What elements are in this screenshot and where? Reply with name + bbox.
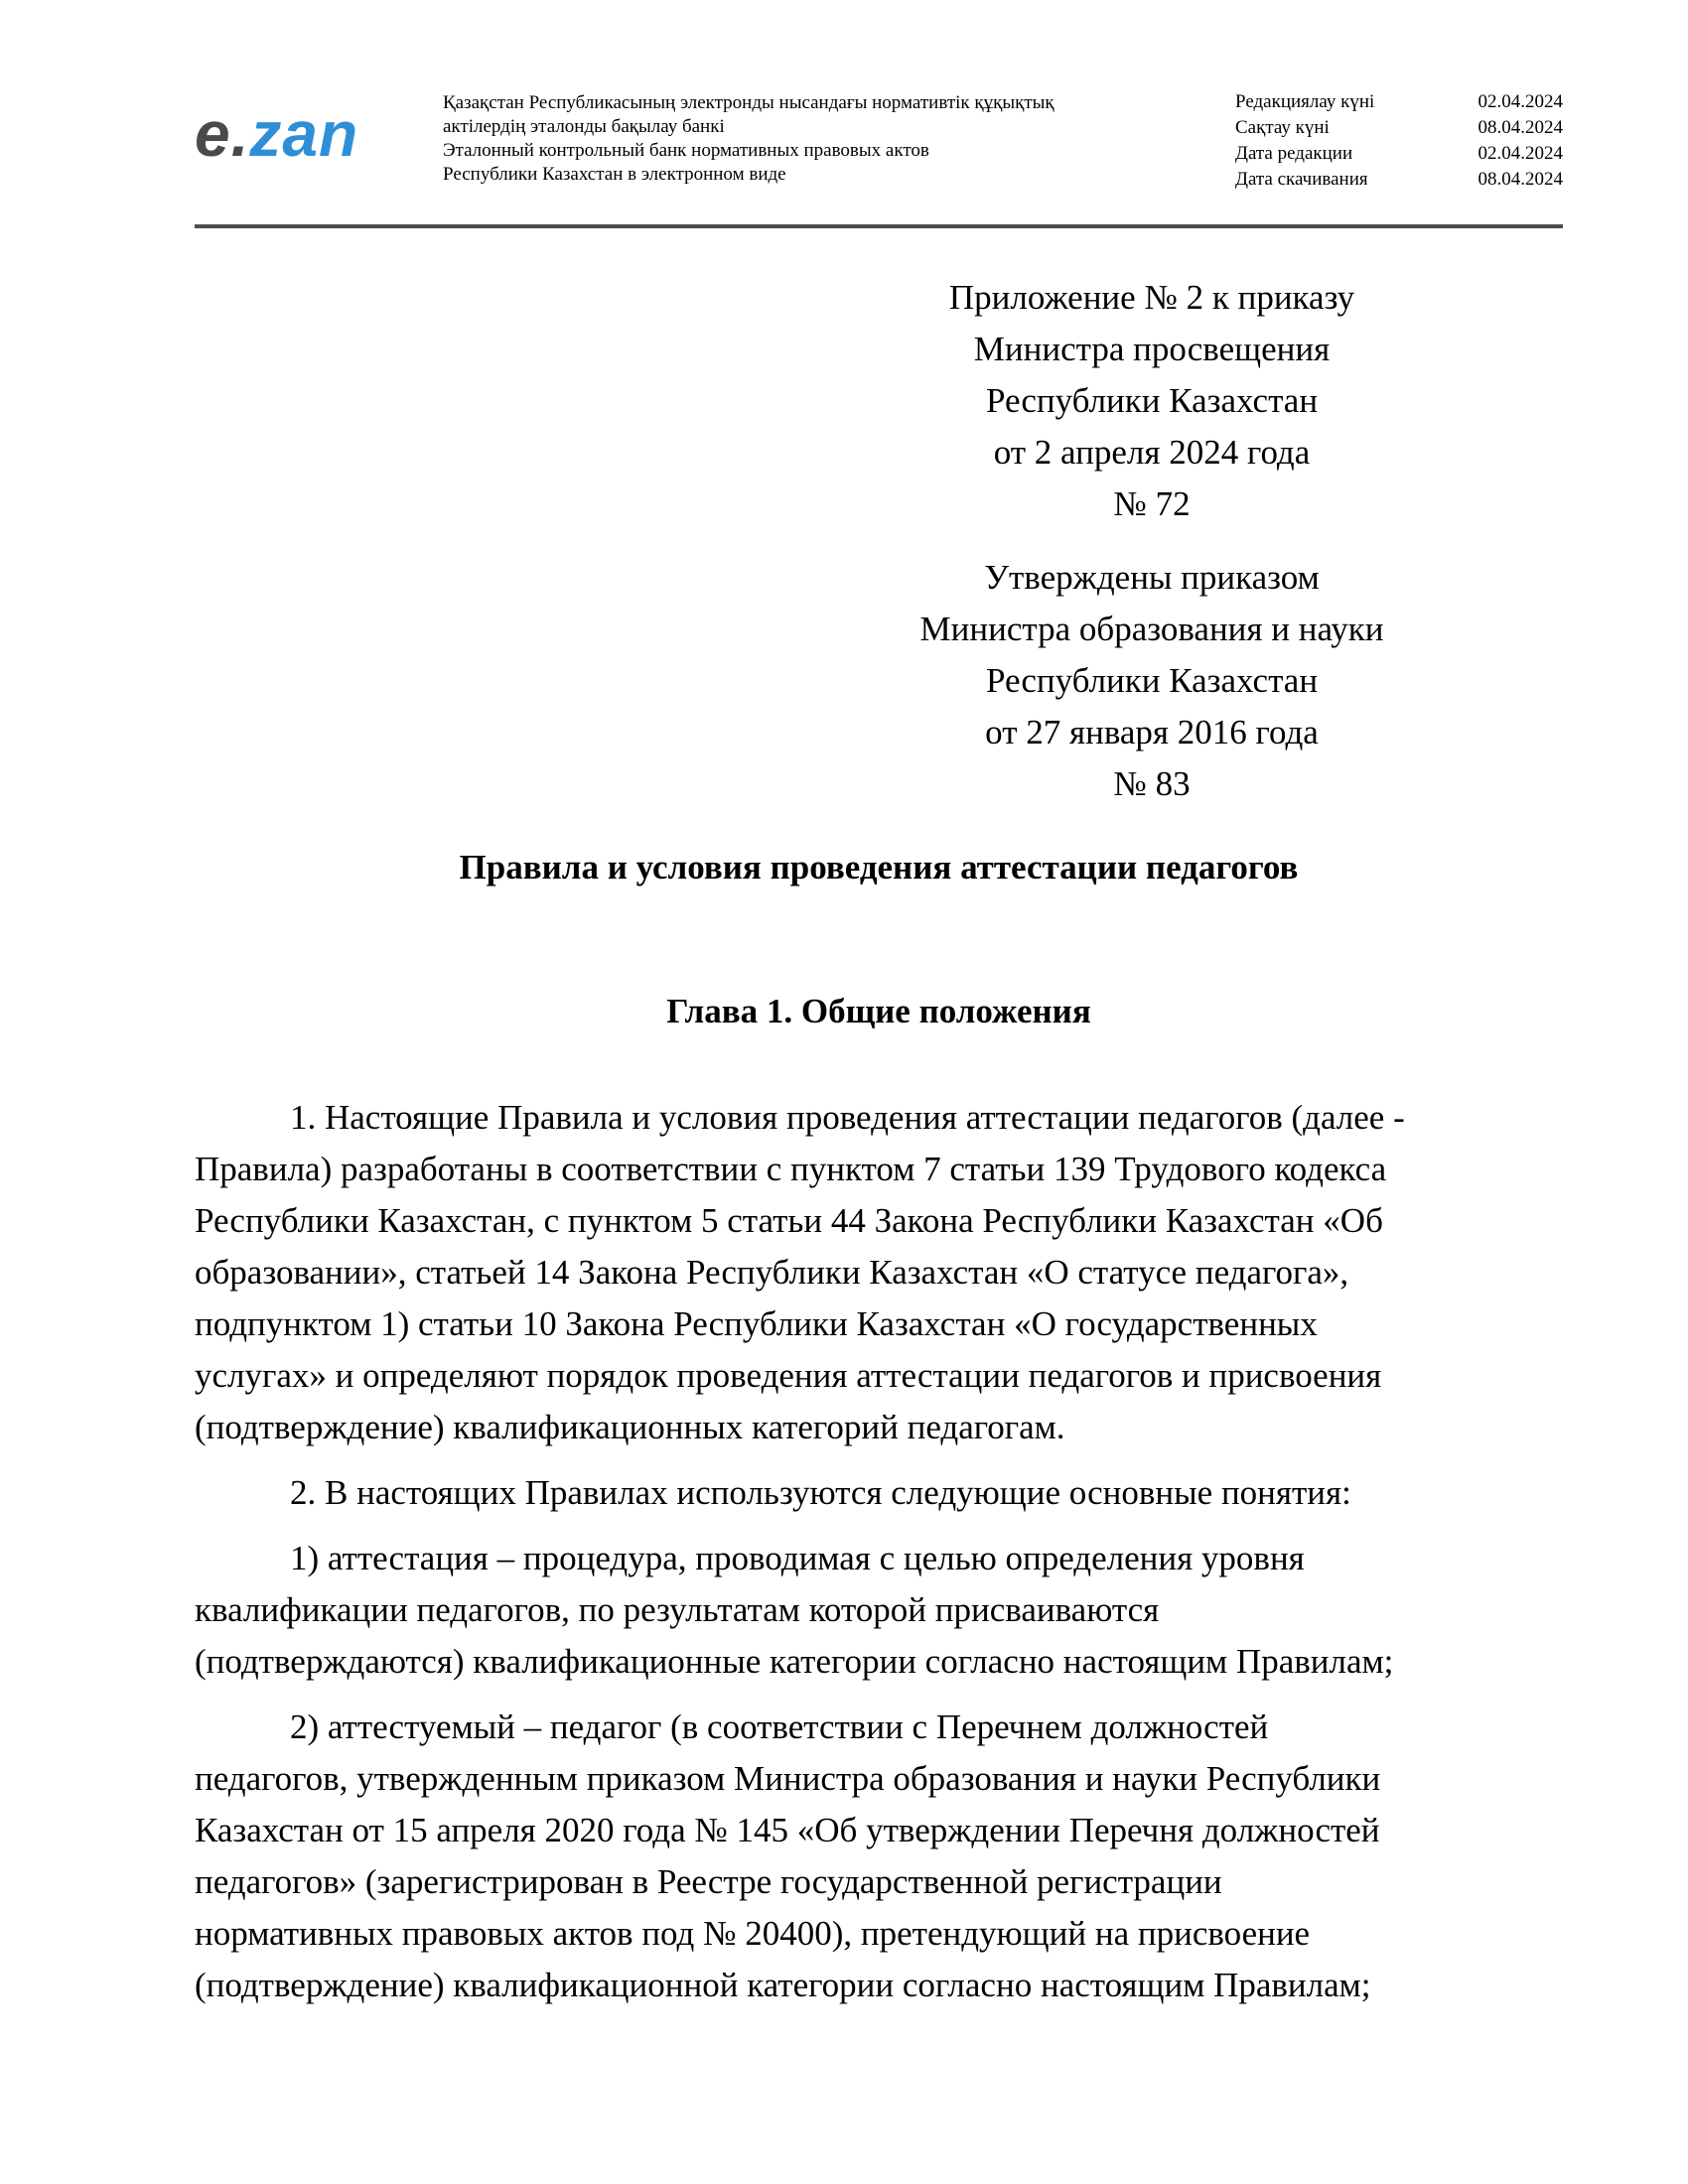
approval-line: Республики Казахстан — [985, 661, 1319, 700]
registry-description — [443, 91, 1197, 187]
date-row-save-kz — [1235, 115, 1563, 141]
text-line: педагогов, утвержденным приказом Министра образования и науки Республики — [195, 1759, 1381, 1798]
approval-line: от 27 января 2016 года — [985, 713, 1319, 751]
text-line: подпунктом 1) статьи 10 Закона Республики Казахстан «О государственных — [195, 1304, 1318, 1343]
logo-part-e: e — [195, 98, 231, 170]
ezan-logo — [195, 94, 358, 174]
date-row-download-ru — [1235, 167, 1563, 193]
date-label: Дата скачивания — [1235, 169, 1368, 190]
registry-line: Республики Казахстан в электронном виде — [443, 164, 786, 185]
text-line: Казахстан от 15 апреля 2020 года № 145 «Об утверждении Перечня должностей — [195, 1811, 1380, 1849]
approved-by-block — [854, 552, 1450, 810]
approval-line: от 2 апреля 2024 года — [993, 433, 1311, 472]
appendix-approval-block — [854, 272, 1450, 530]
text-line: Правила) разработаны в соответствии с пунктом 7 статьи 139 Трудового кодекса — [195, 1150, 1387, 1188]
registry-line: Эталонный контрольный банк нормативных правовых актов — [443, 140, 929, 161]
date-label: Редакциялау күні — [1235, 91, 1375, 112]
date-row-edit-kz — [1235, 89, 1563, 115]
approval-line: Приложение № 2 к приказу — [948, 278, 1355, 317]
approval-line: Министра просвещения — [973, 330, 1331, 368]
header-divider — [195, 224, 1563, 228]
approval-line: № 83 — [1113, 764, 1191, 803]
text-line: образовании», статьей 14 Закона Республики Казахстан «О статусе педагога», — [195, 1253, 1349, 1292]
logo-dot: . — [230, 98, 250, 170]
text-line: 1) аттестация – процедура, проводимая с целью определения уровня — [290, 1539, 1305, 1577]
paragraph-2-1 — [195, 1533, 1575, 1688]
paragraph-2 — [195, 1467, 1575, 1519]
text-line: квалификации педагогов, по результатам которой присваиваются — [195, 1590, 1160, 1629]
date-label: Дата редакции — [1235, 143, 1353, 164]
approval-line: № 72 — [1113, 484, 1191, 523]
text-line: 2. В настоящих Правилах используются следующие основные понятия: — [290, 1473, 1351, 1512]
date-value: 08.04.2024 — [1477, 117, 1563, 138]
chapter-heading: Глава 1. Общие положения — [666, 992, 1091, 1030]
text-line: 1. Настоящие Правила и условия проведения аттестации педагогов (далее - — [290, 1098, 1405, 1137]
date-value: 02.04.2024 — [1477, 91, 1563, 112]
text-line: (подтверждаются) квалификационные категории согласно настоящим Правилам; — [195, 1642, 1394, 1681]
paragraph-1 — [195, 1092, 1575, 1453]
logo-part-zan: zan — [249, 98, 359, 170]
dates-table — [1235, 89, 1563, 193]
text-line: услугах» и определяют порядок проведения аттестации педагогов и присвоения — [195, 1356, 1382, 1395]
text-line: (подтверждение) квалификационных категорий педагогам. — [195, 1408, 1065, 1446]
text-line: 2) аттестуемый – педагог (в соответствии с Перечнем должностей — [290, 1707, 1269, 1746]
text-line: (подтверждение) квалификационной категории согласно настоящим Правилам; — [195, 1966, 1371, 2004]
text-line: педагогов» (зарегистрирован в Реестре государственной регистрации — [195, 1862, 1222, 1901]
approval-line: Республики Казахстан — [985, 381, 1319, 420]
date-row-edit-ru — [1235, 141, 1563, 167]
paragraph-2-2 — [195, 1702, 1575, 2011]
date-label: Сақтау күні — [1235, 117, 1330, 138]
document-title: Правила и условия проведения аттестации педагогов — [459, 848, 1299, 887]
document-body — [195, 1092, 1575, 2025]
document-header — [0, 0, 1688, 228]
registry-line: Қазақстан Республикасының электронды нысандағы нормативтік құқықтық — [443, 92, 1055, 113]
text-line: нормативных правовых актов под № 20400), претендующий на присвоение — [195, 1914, 1311, 1953]
date-value: 02.04.2024 — [1477, 143, 1563, 164]
approval-line: Утверждены приказом — [984, 558, 1320, 597]
approval-line: Министра образования и науки — [919, 610, 1384, 648]
date-value: 08.04.2024 — [1477, 169, 1563, 190]
registry-line: актілердің эталонды бақылау банкі — [443, 116, 725, 137]
text-line: Республики Казахстан, с пунктом 5 статьи 44 Закона Республики Казахстан «Об — [195, 1201, 1383, 1240]
